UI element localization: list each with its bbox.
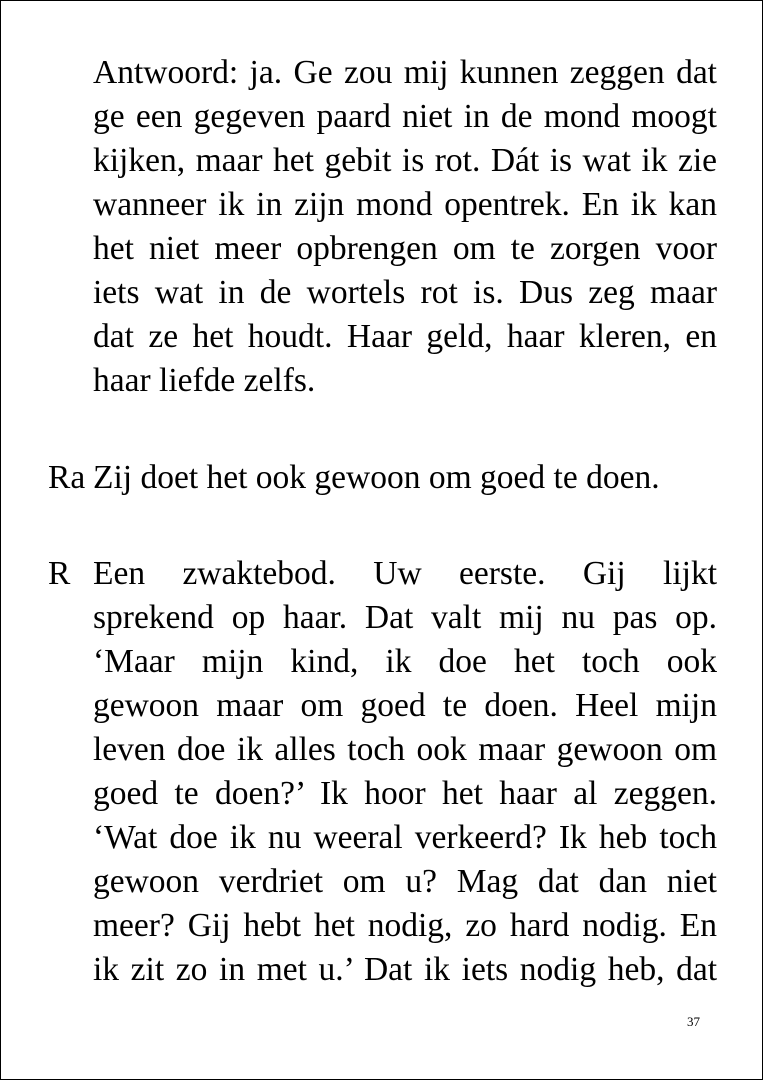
text-line: gewoon verdriet om u? Mag dat dan niet: [93, 863, 717, 900]
speaker-label: R: [48, 555, 71, 592]
text-line: haar liefde zelfs.: [93, 362, 316, 399]
text-line: kijken, maar het gebit is rot. Dát is wat ik zie: [93, 142, 717, 179]
text-line: leven doe ik alles toch ook maar gewoon om: [93, 731, 717, 768]
text-line: ik zit zo in met u.’ Dat ik iets nodig heb, dat: [93, 951, 717, 988]
text-line: dat ze het houdt. Haar geld, haar kleren, en: [93, 318, 717, 355]
text-line: sprekend op haar. Dat valt mij nu pas op.: [93, 599, 717, 636]
text-line: goed te doen?’ Ik hoor het haar al zeggen.: [93, 775, 717, 812]
text-line: Een zwaktebod. Uw eerste. Gij lijkt: [93, 555, 717, 592]
text-line: het niet meer opbrengen om te zorgen voor: [93, 230, 717, 267]
page-number: 37: [687, 1014, 700, 1029]
text-line: ‘Maar mijn kind, ik doe het toch ook: [93, 643, 717, 680]
speaker-label: Ra: [48, 459, 86, 496]
text-line: meer? Gij hebt het nodig, zo hard nodig. En: [93, 907, 717, 944]
text-line: wanneer ik in zijn mond opentrek. En ik kan: [93, 186, 717, 223]
text-line: Zij doet het ook gewoon om goed te doen.: [93, 459, 660, 496]
text-line: ge een gegeven paard niet in de mond moogt: [93, 98, 717, 135]
text-line: iets wat in de wortels rot is. Dus zeg maar: [93, 274, 717, 311]
text-line: gewoon maar om goed te doen. Heel mijn: [93, 687, 717, 724]
text-line: Antwoord: ja. Ge zou mij kunnen zeggen dat: [93, 54, 717, 91]
text-line: ‘Wat doe ik nu weeral verkeerd? Ik heb toch: [93, 819, 717, 856]
